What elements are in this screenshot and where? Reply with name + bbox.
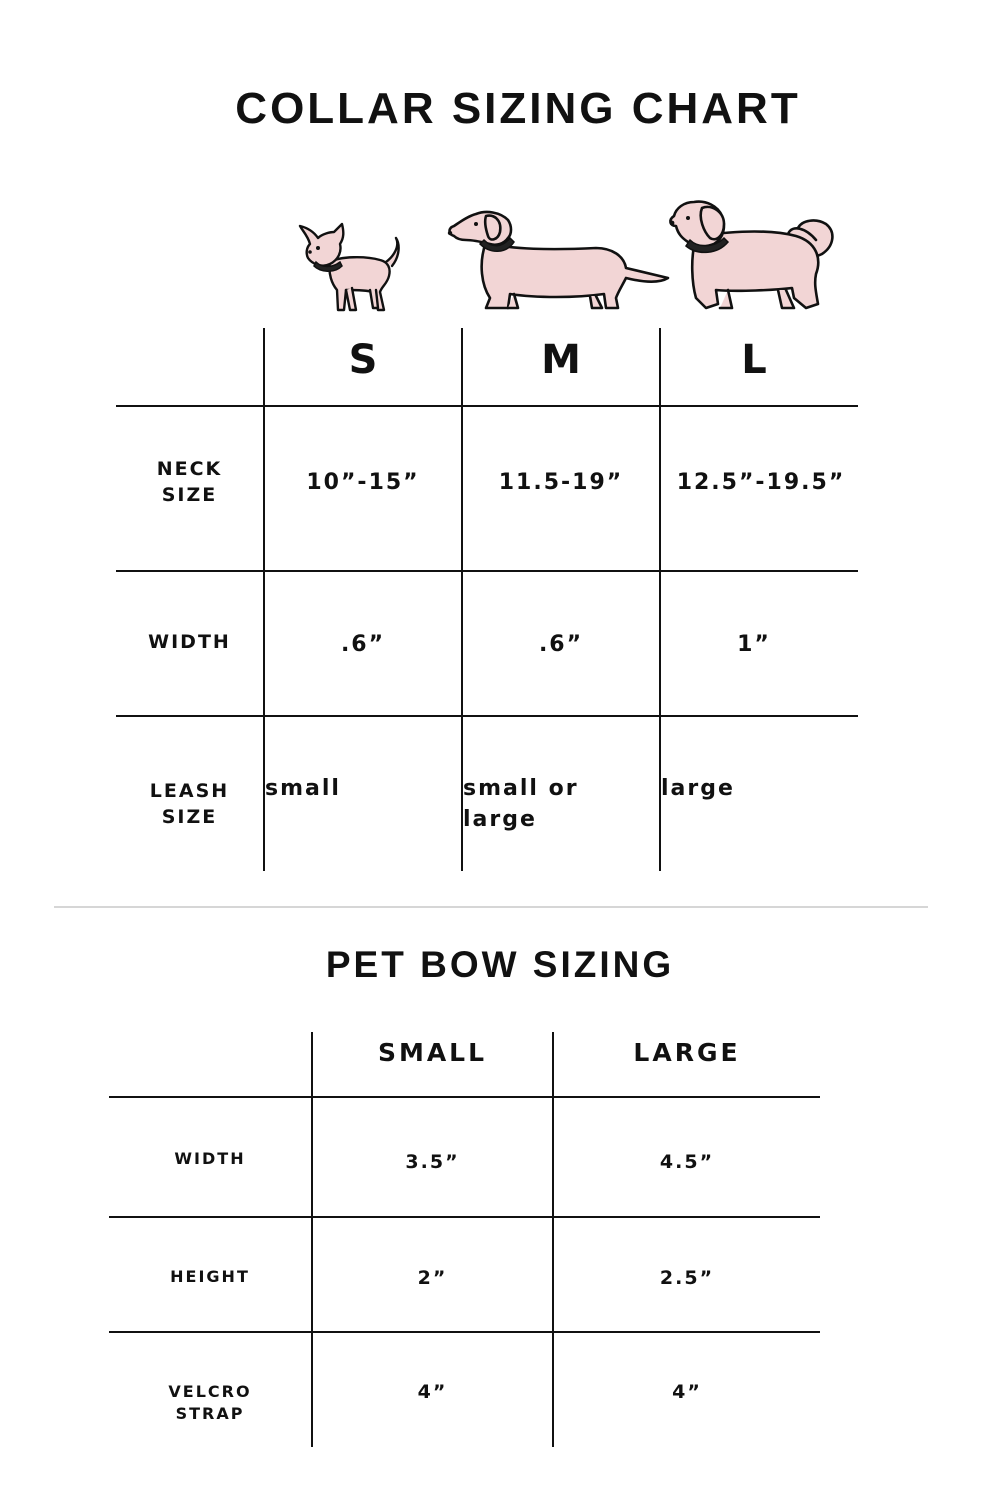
bow-height-large: 2.5” (659, 1267, 715, 1289)
bow-width-large: 4.5” (659, 1151, 715, 1173)
collar-col-small: S (348, 337, 378, 383)
collar-neck-size-large: 12.5”-19.5” (676, 469, 846, 495)
collar-row-label-width: WIDTH (148, 631, 231, 653)
bow-col-small: SMALL (377, 1037, 488, 1067)
collar-width-small: .6” (340, 631, 386, 657)
collar-leash-size-small: small (265, 776, 341, 801)
bow-col-large: LARGE (633, 1037, 741, 1067)
collar-row-label-neck-size: NECK SIZE (156, 458, 223, 506)
bow-row-label-width: WIDTH (174, 1149, 246, 1168)
collar-col-large: L (741, 337, 767, 383)
large-dog-icon (666, 198, 842, 314)
bow-velcro-strap-small: 4” (417, 1381, 448, 1403)
bow-row-label-height: HEIGHT (170, 1267, 250, 1286)
bow-width-small: 3.5” (405, 1151, 460, 1173)
collar-chart-title: COLLAR SIZING CHART (235, 84, 801, 133)
collar-neck-size-medium: 11.5-19” (498, 469, 624, 495)
collar-neck-size-small: 10”-15” (306, 469, 420, 495)
section-divider (54, 906, 928, 908)
medium-dog-icon (446, 206, 672, 314)
small-dog-icon (296, 222, 408, 316)
collar-col-medium: M (541, 337, 581, 383)
collar-width-medium: .6” (538, 631, 584, 657)
collar-leash-size-medium: small or large (463, 776, 579, 832)
bow-height-small: 2” (417, 1267, 448, 1289)
collar-width-large: 1” (737, 631, 771, 657)
bow-chart-title: PET BOW SIZING (325, 944, 675, 985)
bow-row-label-velcro-strap: VELCRO STRAP (168, 1382, 252, 1423)
bow-velcro-strap-large: 4” (672, 1381, 702, 1403)
collar-row-label-leash-size: LEASH SIZE (149, 780, 230, 828)
collar-leash-size-large: large (661, 776, 735, 801)
